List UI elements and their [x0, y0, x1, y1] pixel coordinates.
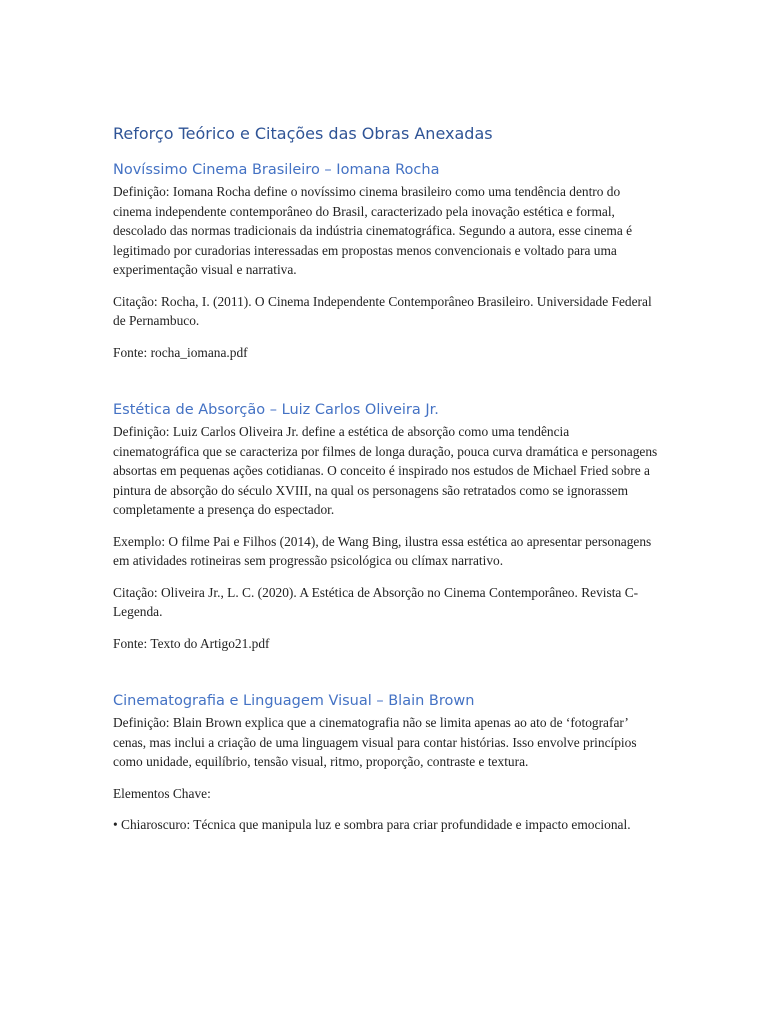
- bullet-item: • Chiaroscuro: Técnica que manipula luz e sombra para criar profundidade e impacto emocional.: [113, 817, 631, 832]
- source-paragraph: Fonte: rocha_iomana.pdf: [113, 344, 248, 360]
- document-title: Reforço Teórico e Citações das Obras Anexadas: [113, 124, 493, 143]
- definition-paragraph: Definição: Blain Brown explica que a cinematografia não se limita apenas ao ato de ‘fotografar’ cenas, mas inclui a criação de uma linguagem visual para contar histórias. Isso envolve princípios como unidade, equilíbrio, tensão visual, ritmo, proporção, contraste e textura.: [113, 715, 637, 769]
- section-heading: Estética de Absorção – Luiz Carlos Oliveira Jr.: [113, 402, 439, 418]
- section-estetica-absorcao: [113, 400, 658, 653]
- section-heading: Novíssimo Cinema Brasileiro – Iomana Rocha: [113, 162, 440, 178]
- section-cinematografia: [113, 691, 658, 835]
- citation-paragraph: Citação: Oliveira Jr., L. C. (2020). A Estética de Absorção no Cinema Contemporâneo. Revista C-Legenda.: [113, 584, 639, 619]
- definition-paragraph: Definição: Iomana Rocha define o novíssimo cinema brasileiro como uma tendência dentro do cinema independente contemporâneo do Brasil, caracterizado pela inovação estética e formal, descolado das normas tradicionais da indústria cinematográfica. Segundo a autora, esse cinema é legitimado por curadorias interessadas em propostas menos convencionais e voltado para uma experimentação visual e narrativa.: [113, 184, 633, 277]
- key-elements-label: Elementos Chave:: [113, 785, 211, 801]
- definition-paragraph: Definição: Luiz Carlos Oliveira Jr. define a estética de absorção como uma tendência cinematográfica que se caracteriza por filmes de longa duração, pouca curva dramática e personagens absortas em pequenas ações cotidianas. O conceito é inspirado nos estudos de Michael Fried sobre a pintura de absorção do século XVIII, na qual os personagens são retratados como se ignorassem completamente a presença do espectador.: [113, 424, 658, 517]
- section-heading: Cinematografia e Linguagem Visual – Blain Brown: [113, 693, 475, 709]
- document-content: [113, 122, 658, 847]
- example-paragraph: Exemplo: O filme Pai e Filhos (2014), de Wang Bing, ilustra essa estética ao apresentar personagens em atividades rotineiras sem progressão psicológica ou clímax narrativo.: [113, 533, 652, 568]
- citation-paragraph: Citação: Rocha, I. (2011). O Cinema Independente Contemporâneo Brasileiro. Universidade Federal de Pernambuco.: [113, 293, 652, 328]
- source-paragraph: Fonte: Texto do Artigo21.pdf: [113, 635, 270, 651]
- section-novissimo-cinema: [113, 160, 658, 362]
